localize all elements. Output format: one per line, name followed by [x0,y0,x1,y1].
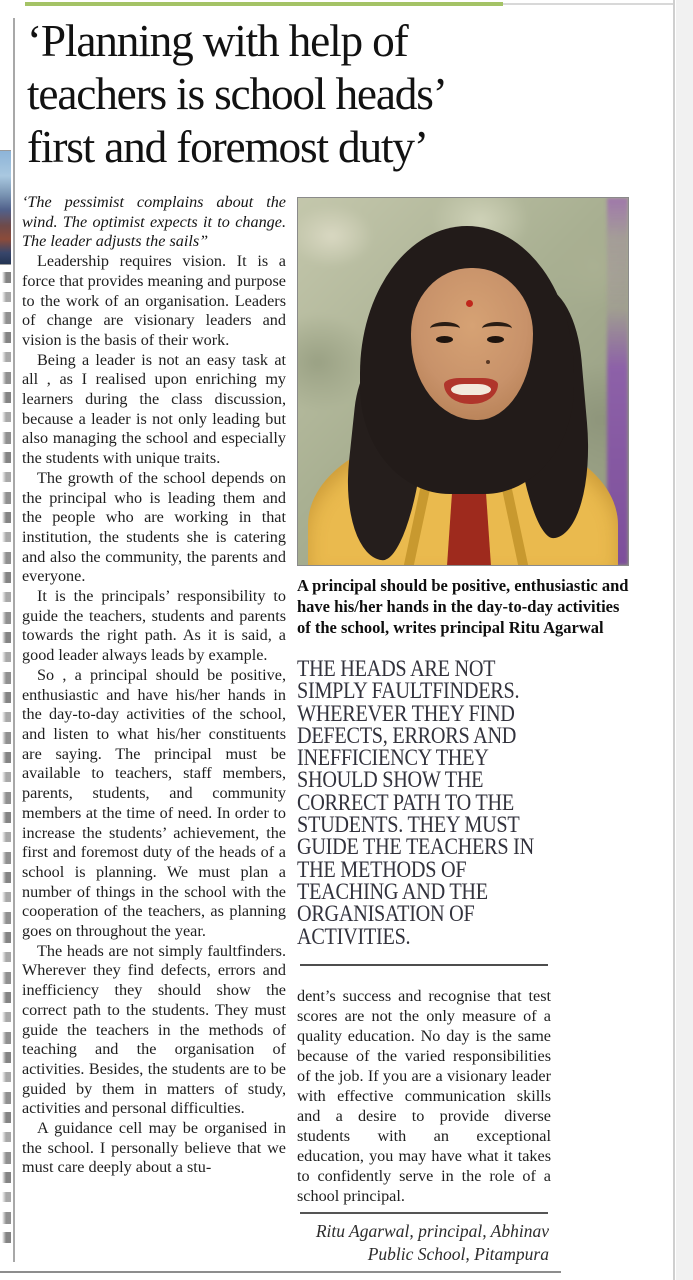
bottom-divider [0,1271,561,1273]
body-paragraph: A guidance cell may be organised in the school. I personally believe that we must care deeply about a stu- [22,1119,286,1177]
nose-pin [486,360,490,364]
teeth [451,384,491,395]
body-paragraph: It is the principals’ responsibility to guide the teachers, students and parents towards the right path. As it is said, a good leader always leads by example. [22,587,286,665]
adjacent-column-strip [0,0,11,1280]
adjacent-photo-fragment [0,150,11,265]
body-paragraph: The heads are not simply faultfinders. Wherever they find defects, errors and inefficiency they should show the correct path to the students. They must guide the teachers in the methods of teaching and the organisation of activities. Besides, the students are to be guided by them in matters of study, activities and personal difficulties. [22,941,286,1118]
top-accent-line-gray [503,3,674,5]
headline [27,14,567,173]
column-divider-rule [13,18,15,1262]
bindi-dot [466,300,473,307]
body-paragraph: dent’s success and recognise that test scores are not the only measure of a quality education. No day is the same because of the varied responsibilities of the job. If you are a visionary leader with effective communication skills and a desire to provide diverse students with an exceptional education, you may have what it takes to confidently serve in the role of a school principal. [297,987,551,1205]
lede-quote-paragraph: ‘The pessimist complains about the wind. The optimist expects it to change. The leader adjusts the sails” [22,193,286,251]
article-left-column [22,193,286,1265]
article-right-column [297,986,551,1208]
principal-portrait-photo [297,197,629,566]
adjacent-text-fragment [2,272,11,1247]
byline [297,1220,549,1266]
headline-line-1: ‘Planning with help of [27,15,408,66]
pull-quote: THE HEADS ARE NOT SIMPLY FAULTFINDERS. WHEREVER THEY FIND DEFECTS, ERRORS AND INEFFICIENCY THEY SHOULD SHOW THE CORRECT PATH TO THE STUDENTS. THEY MUST GUIDE THE TEACHERS IN THE METHODS OF TEACHING AND THE ORGANISATION OF ACTIVITIES. [297,656,534,950]
left-eyebrow [430,322,460,335]
body-paragraph: The growth of the school depends on the principal who is leading them and the people who are working in that institution, the students she is catering and also the community, the parents and everyone. [22,468,286,586]
byline-line-2: Public School, Pitampura [367,1244,549,1264]
page-edge-shadow [676,0,693,1280]
top-accent-line [25,2,503,6]
headline-line-3: first and foremost duty’ [27,121,428,172]
right-eyebrow [482,322,512,335]
pull-quote-divider [300,964,548,966]
byline-line-1: Ritu Agarwal, principal, Abhinav [315,1221,549,1241]
body-paragraph: So , a principal should be positive, enthusiastic and have his/her hands in the day-to-day activities of the school, and listen to what his/her constituents are saying. The principal must be available to teachers, staff members, parents, students, and community members at the time of need. In order to increase the students’ achievement, the first and foremost duty of the heads of a school is planning. We must plan a number of things in the school with the cooperation of the teachers, as planning goes on throughout the year. [22,665,286,941]
body-paragraph: Leadership requires vision. It is a force that provides meaning and purpose to the work of an organisation. Leaders of change are visionary leaders and vision is the basis of their work. [22,252,286,349]
right-eye [487,336,504,343]
left-eye [436,336,453,343]
headline-line-2: teachers is school heads’ [27,68,447,119]
body-paragraph: Being a leader is not an easy task at all , as I realised upon enriching my learners during the class discussion, because a leader is not only leading but also managing the school and especially the students with unique traits. [22,350,286,468]
page-edge-line [673,0,675,1280]
byline-divider-top [300,1212,548,1214]
photo-caption: A principal should be positive, enthusiastic and have his/her hands in the day-to-day activities of the school, writes principal Ritu Agarwal [297,576,629,637]
